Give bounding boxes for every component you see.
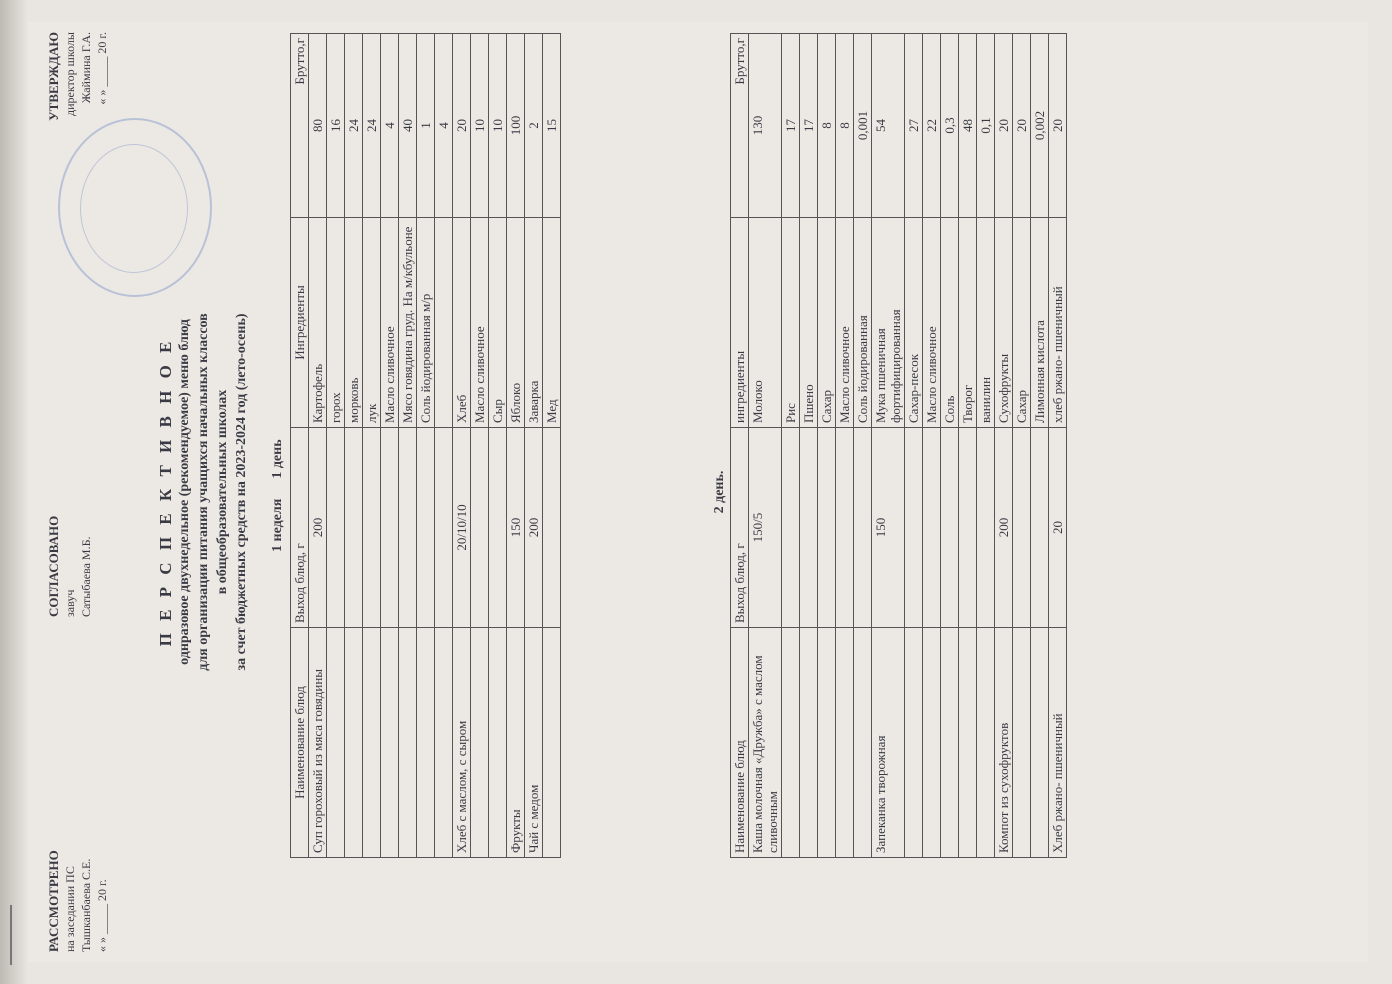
ingredient-cell: Яблоко: [507, 218, 525, 428]
dish-name-cell: [977, 628, 995, 858]
gross-cell: 80: [309, 34, 327, 218]
ingredient-cell: Пшено: [800, 218, 818, 428]
table-row: [941, 34, 959, 858]
table-row: [435, 34, 453, 858]
table-row: [525, 34, 543, 858]
yield-cell: [489, 428, 507, 628]
table-row: [363, 34, 381, 858]
table-row: [818, 34, 836, 858]
ingredient-cell: Творог: [959, 218, 977, 428]
yield-cell: [800, 428, 818, 628]
ingredient-cell: Рис: [782, 218, 800, 428]
gross-cell: 0,002: [1031, 34, 1049, 218]
header-gross: Брутто,г: [291, 34, 309, 218]
dish-name-cell: [435, 628, 453, 858]
table-row: [345, 34, 363, 858]
ingredient-cell: лук: [363, 218, 381, 428]
ingredient-cell: Сахар: [1013, 218, 1031, 428]
yield-cell: [417, 428, 435, 628]
gross-cell: 100: [507, 34, 525, 218]
header-yield: Выход блюд, г: [291, 428, 309, 628]
ingredient-cell: морковь: [345, 218, 363, 428]
ingredient-cell: Молоко: [749, 218, 782, 428]
header-dish-name: Наименование блюд: [291, 628, 309, 858]
table-row: [417, 34, 435, 858]
gross-cell: 17: [782, 34, 800, 218]
approved-name: Жаймина Г.А.: [79, 32, 93, 104]
gross-cell: 8: [836, 34, 854, 218]
ingredient-cell: Мука пшеничная фортифицированная: [872, 218, 905, 428]
yield-cell: [959, 428, 977, 628]
dish-name-cell: [959, 628, 977, 858]
ingredient-cell: Соль йодированная м/р: [417, 218, 435, 428]
table-header-row: [291, 34, 309, 858]
header-yield: Выход блюд, г: [731, 428, 749, 628]
dish-name-cell: [923, 628, 941, 858]
table-row: [1031, 34, 1049, 858]
header-dish-name: Наименование блюд: [731, 628, 749, 858]
dish-name-cell: [782, 628, 800, 858]
week-number: 1 неделя: [270, 498, 285, 552]
gross-cell: 24: [345, 34, 363, 218]
table-row: [543, 34, 561, 858]
agreed-title: СОГЛАСОВАНО: [46, 515, 61, 617]
title-line-4: в общеобразовательных школах: [215, 389, 230, 595]
gross-cell: 24: [363, 34, 381, 218]
dish-name-cell: [417, 628, 435, 858]
table-row: [782, 34, 800, 858]
header-ingredients: Ингредиенты: [291, 218, 309, 428]
table-row: [995, 34, 1013, 858]
yield-cell: [399, 428, 417, 628]
table-row: [471, 34, 489, 858]
table-row: [836, 34, 854, 858]
table-row: [959, 34, 977, 858]
reviewed-name: Тышканбаева С.Е.: [79, 858, 93, 952]
table-row: [489, 34, 507, 858]
dish-name-cell: [489, 628, 507, 858]
day1-menu-table: [290, 33, 561, 858]
title-line-2: однразовое двухнедельное (рекомендуемое) меню блюд: [177, 319, 192, 665]
gross-cell: 8: [818, 34, 836, 218]
title-line-1: П Е Р С П Е К Т И В Н О Е: [156, 337, 175, 647]
ingredient-cell: хлеб ржано- пшеничный: [1049, 218, 1067, 428]
yield-cell: [1031, 428, 1049, 628]
gross-cell: 20: [1049, 34, 1067, 218]
table-row: [977, 34, 995, 858]
dish-name-cell: [363, 628, 381, 858]
table-row: [872, 34, 905, 858]
yield-cell: [543, 428, 561, 628]
dish-name-cell: [543, 628, 561, 858]
yield-cell: [363, 428, 381, 628]
ingredient-cell: Соль йодированная: [854, 218, 872, 428]
dish-name-cell: Суп гороховый из мяса говядины: [309, 628, 327, 858]
day-2-label: 2 день.: [712, 470, 727, 514]
agreed-block: [46, 317, 94, 617]
agreed-line: завуч: [63, 589, 77, 617]
dish-name-cell: [1031, 628, 1049, 858]
table-row: [327, 34, 345, 858]
yield-cell: [471, 428, 489, 628]
dish-name-cell: [471, 628, 489, 858]
dish-name-cell: Каша молочная «Дружба» с маслом сливочным: [749, 628, 782, 858]
table-row: [453, 34, 471, 858]
reviewed-line: на заседании ПС: [63, 866, 77, 952]
dish-name-cell: Запеканка творожная: [872, 628, 905, 858]
reviewed-title: РАССМОТРЕНО: [46, 850, 61, 952]
gross-cell: 0,1: [977, 34, 995, 218]
ingredient-cell: Соль: [941, 218, 959, 428]
ingredient-cell: Масло сливочное: [923, 218, 941, 428]
yield-cell: 200: [525, 428, 543, 628]
gross-cell: 54: [872, 34, 905, 218]
ingredient-cell: Картофель: [309, 218, 327, 428]
gross-cell: 4: [381, 34, 399, 218]
yield-cell: [836, 428, 854, 628]
yield-cell: 200: [309, 428, 327, 628]
ingredient-cell: Сухофрукты: [995, 218, 1013, 428]
dish-name-cell: [854, 628, 872, 858]
yield-cell: [818, 428, 836, 628]
ingredient-cell: Масло сливочное: [836, 218, 854, 428]
yield-cell: [782, 428, 800, 628]
day-1-label: 1 день: [270, 439, 285, 479]
dish-name-cell: [1013, 628, 1031, 858]
yield-cell: 150: [507, 428, 525, 628]
yield-cell: [923, 428, 941, 628]
dish-name-cell: Компот из сухофруктов: [995, 628, 1013, 858]
dish-name-cell: [818, 628, 836, 858]
ingredient-cell: Сыр: [489, 218, 507, 428]
table-row: [399, 34, 417, 858]
dish-name-cell: [381, 628, 399, 858]
dish-name-cell: Чай с медом: [525, 628, 543, 858]
agreed-name: Сатыбаева М.Б.: [79, 536, 93, 617]
yield-cell: 200: [995, 428, 1013, 628]
yield-cell: 20/10/10: [453, 428, 471, 628]
yield-cell: [941, 428, 959, 628]
table-row: [854, 34, 872, 858]
yield-cell: [327, 428, 345, 628]
dish-name-cell: [800, 628, 818, 858]
table-row: [381, 34, 399, 858]
gross-cell: 10: [489, 34, 507, 218]
dish-name-cell: [345, 628, 363, 858]
ingredient-cell: Масло сливочное: [471, 218, 489, 428]
table-row: [1049, 34, 1067, 858]
yield-cell: [345, 428, 363, 628]
table-row: [905, 34, 923, 858]
document-title: [156, 22, 251, 962]
header-gross: Брутто,г: [731, 34, 749, 218]
ingredient-cell: [435, 218, 453, 428]
table-row: [507, 34, 525, 858]
gross-cell: 130: [749, 34, 782, 218]
dish-name-cell: [836, 628, 854, 858]
ingredient-cell: Лимонная кислота: [1031, 218, 1049, 428]
document-page: [28, 22, 1368, 962]
yield-cell: 150: [872, 428, 905, 628]
yield-cell: [1013, 428, 1031, 628]
table-row: [923, 34, 941, 858]
gross-cell: 22: [923, 34, 941, 218]
yield-cell: 20: [1049, 428, 1067, 628]
gross-cell: 17: [800, 34, 818, 218]
ingredient-cell: Заварка: [525, 218, 543, 428]
yield-cell: [977, 428, 995, 628]
dish-name-cell: Хлеб с маслом, с сыром: [453, 628, 471, 858]
reviewed-block: [46, 672, 110, 952]
gross-cell: 20: [995, 34, 1013, 218]
table-row: [1013, 34, 1031, 858]
ingredient-cell: Мед: [543, 218, 561, 428]
yield-cell: [435, 428, 453, 628]
yield-cell: [854, 428, 872, 628]
yield-cell: 150/5: [749, 428, 782, 628]
gross-cell: 16: [327, 34, 345, 218]
table-row: [800, 34, 818, 858]
ingredient-cell: Масло сливочное: [381, 218, 399, 428]
gross-cell: 20: [453, 34, 471, 218]
ingredient-cell: горох: [327, 218, 345, 428]
gross-cell: 40: [399, 34, 417, 218]
gross-cell: 27: [905, 34, 923, 218]
dish-name-cell: [399, 628, 417, 858]
gross-cell: 15: [543, 34, 561, 218]
dish-name-cell: [941, 628, 959, 858]
table-header-row: [731, 34, 749, 858]
approved-date: « » _____ 20 г.: [95, 32, 109, 105]
day2-menu-table: [730, 33, 1067, 858]
gross-cell: 48: [959, 34, 977, 218]
gross-cell: 0,001: [854, 34, 872, 218]
approved-title: УТВЕРЖДАЮ: [46, 32, 61, 121]
week-label: [270, 439, 286, 552]
gross-cell: 0,3: [941, 34, 959, 218]
approved-line: директор школы: [63, 32, 77, 116]
ingredient-cell: Сахар-песок: [905, 218, 923, 428]
gross-cell: 20: [1013, 34, 1031, 218]
scan-edge-mark: [10, 905, 12, 965]
dish-name-cell: Хлеб ржано- пшеничный: [1049, 628, 1067, 858]
title-line-5: за счет бюджетных средств на 2023-2024 год (лето-осень): [234, 313, 249, 671]
gross-cell: 4: [435, 34, 453, 218]
dish-name-cell: Фрукты: [507, 628, 525, 858]
dish-name-cell: [905, 628, 923, 858]
yield-cell: [381, 428, 399, 628]
reviewed-date: « » _____ 20 г.: [95, 879, 109, 952]
header-ingredients: ингредиенты: [731, 218, 749, 428]
ingredient-cell: ванилин: [977, 218, 995, 428]
ingredient-cell: Хлеб: [453, 218, 471, 428]
gross-cell: 10: [471, 34, 489, 218]
gross-cell: 2: [525, 34, 543, 218]
dish-name-cell: [327, 628, 345, 858]
title-line-3: для организации питания учащихся начальных классов: [196, 313, 211, 671]
table-row: [749, 34, 782, 858]
table-row: [309, 34, 327, 858]
scan-edge-shadow: [0, 0, 28, 984]
gross-cell: 1: [417, 34, 435, 218]
ingredient-cell: Сахар: [818, 218, 836, 428]
yield-cell: [905, 428, 923, 628]
ingredient-cell: Мясо говядина груд. На м/кбульоне: [399, 218, 417, 428]
